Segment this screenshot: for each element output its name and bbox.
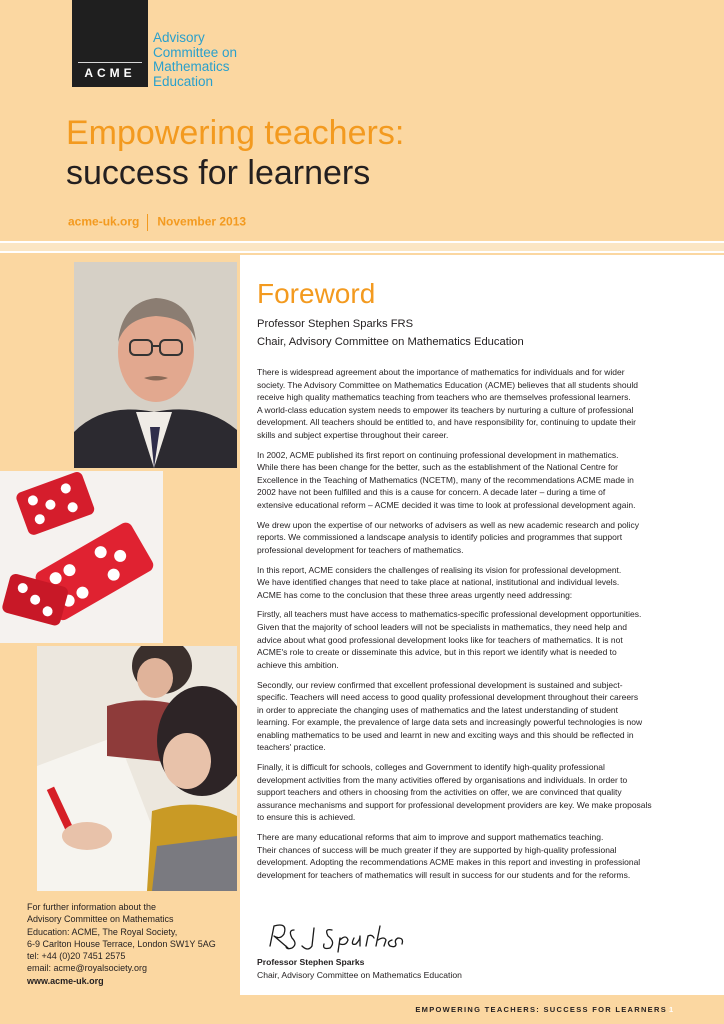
org-name-line: Advisory — [153, 30, 205, 45]
paragraph-line: development for teachers of mathematics will result in success for our students and for the reforms. — [257, 869, 631, 880]
paragraph-line: We have identified changes that need to take place at national, institutional and individual levels. — [257, 577, 620, 588]
dice-photo — [0, 471, 163, 643]
students-illustration — [37, 646, 237, 891]
contact-info — [27, 901, 232, 987]
paragraph-line: development activities from the many activities offered by organisations and individuals. In order to — [257, 774, 628, 785]
foreword-paragraph — [257, 679, 689, 754]
paragraph-line: support teachers and others in choosing from the activities on offer, we are convinced that quality — [257, 787, 622, 798]
author-role: Chair, Advisory Committee on Mathematics Education — [257, 336, 524, 348]
contact-website-link[interactable]: www.acme-uk.org — [27, 975, 104, 986]
foreword-paragraph — [257, 519, 689, 557]
foreword-paragraph — [257, 831, 689, 881]
header-meta — [68, 214, 246, 231]
paragraph-line: ACME's role to create or disseminate this advice, but in this report we identify what is needed to — [257, 647, 617, 658]
paragraph-line: Finally, it is difficult for schools, colleges and Government to identify high-quality professional — [257, 762, 605, 773]
signatory-role: Chair, Advisory Committee on Mathematics Education — [257, 970, 462, 980]
website-link[interactable]: acme-uk.org — [68, 214, 140, 229]
header-divider — [0, 241, 724, 253]
contact-line: Education: ACME, The Royal Society, — [27, 926, 178, 937]
paragraph-line: receive high quality mathematics teaching from teachers who are themselves professional learners. — [257, 392, 631, 403]
paragraph-line: development. All teachers should be entitled to, and have responsibility for, continuing to update their — [257, 417, 636, 428]
paragraph-line: 2002 have not been fulfilled and this is a cause for concern. A decade later – during a time of — [257, 487, 606, 498]
foreword-paragraph — [257, 564, 689, 602]
portrait-illustration — [74, 262, 237, 468]
paragraph-line: reports. We commissioned a landscape analysis to identify policies and programmes that support — [257, 532, 623, 543]
publication-date: November 2013 — [157, 214, 247, 229]
paragraph-line: professional development for teachers of mathematics. — [257, 544, 464, 555]
foreword-paragraph — [257, 608, 689, 671]
color-block — [166, 471, 237, 643]
paragraph-line: skills and subject expertise throughout their career. — [257, 429, 449, 440]
logo-divider — [78, 62, 142, 63]
portrait-photo — [74, 262, 237, 468]
foreword-body — [257, 366, 689, 889]
contact-email[interactable]: email: acme@royalsociety.org — [27, 963, 148, 974]
students-photo — [37, 646, 237, 891]
foreword-paragraph — [257, 761, 689, 824]
acme-logo — [72, 0, 148, 87]
paragraph-line: learning. For example, the prevalence of large data sets and increasingly powerful technologies is now — [257, 717, 643, 728]
paragraph-line: In this report, ACME considers the challenges of realising its vision for professional development. — [257, 564, 622, 575]
paragraph-line: While there has been change for the better, such as the establishment of the National Centre for — [257, 462, 618, 473]
paragraph-line: enabling mathematics to be used and learnt in new and exciting ways and this should be reflected in — [257, 729, 634, 740]
paragraph-line: assurance mechanisms and support for professional development providers are key. We make proposals — [257, 799, 652, 810]
contact-line: Advisory Committee on Mathematics — [27, 914, 174, 925]
page-title-line2: success for learners — [66, 154, 371, 192]
paragraph-line: teachers' practice. — [257, 742, 326, 753]
paragraph-line: in order to appreciate the changing uses of mathematics and the latest understanding of student — [257, 704, 619, 715]
dice-illustration — [0, 471, 163, 643]
paragraph-line: development. Adopting the recommendations ACME makes in this report and investing in professional — [257, 857, 641, 868]
signature-illustration — [262, 918, 427, 954]
paragraph-line: There is widespread agreement about the importance of mathematics for individuals and for wider — [257, 367, 625, 377]
paragraph-line: extensive educational reform – ACME decided it was time to look at professional development again. — [257, 499, 636, 510]
paragraph-line: advice about what good professional development looks like for teachers of mathematics. It is not — [257, 634, 623, 645]
paragraph-line: Given that the majority of school leaders will not be specialists in mathematics, they need help and — [257, 622, 627, 633]
paragraph-line: In 2002, ACME published its first report on continuing professional development in mathematics. — [257, 449, 619, 460]
paragraph-line: Their chances of success will be much greater if they are supported by high-quality professional — [257, 844, 617, 855]
paragraph-line: A world-class education system needs to empower its teachers by nurturing a culture of professional — [257, 404, 634, 415]
org-name-line: Mathematics — [153, 59, 230, 74]
page-title-line1: Empowering teachers: — [66, 114, 405, 152]
logo-text: ACME — [84, 66, 136, 80]
color-block — [0, 646, 37, 891]
paragraph-line: specific. Teachers will need access to good quality professional development throughout their careers — [257, 692, 639, 703]
paragraph-line: Secondly, our review confirmed that excellent professional development is sustained and subject- — [257, 679, 623, 690]
foreword-paragraph — [257, 449, 689, 512]
meta-separator — [147, 214, 148, 231]
signatory-name: Professor Stephen Sparks — [257, 957, 365, 967]
contact-phone: tel: +44 (0)20 7451 2575 — [27, 951, 126, 962]
contact-line: 6-9 Carlton House Terrace, London SW1Y 5AG — [27, 938, 216, 949]
org-name-line: Education — [153, 73, 214, 89]
paragraph-line: to ensure this is achieved. — [257, 812, 356, 823]
paragraph-line: We drew upon the expertise of our networks of advisers as well as new academic research and policy — [257, 519, 640, 530]
paragraph-line: society. The Advisory Committee on Mathematics Education (ACME) believes that all students should — [257, 379, 638, 390]
color-block — [0, 262, 74, 468]
author-name: Professor Stephen Sparks FRS — [257, 318, 414, 330]
contact-line: For further information about the — [27, 902, 157, 912]
org-name — [153, 31, 237, 89]
org-name-line: Committee on — [153, 44, 238, 60]
paragraph-line: Excellence in the Teaching of Mathematics (NCETM), many of the recommendations ACME made in — [257, 474, 634, 485]
foreword-paragraph — [257, 366, 689, 441]
signature — [262, 918, 427, 959]
paragraph-line: There are many educational reforms that aim to improve and support mathematics teaching. — [257, 832, 604, 843]
foreword-heading: Foreword — [257, 278, 376, 309]
running-title: EMPOWERING TEACHERS: SUCCESS FOR LEARNERS — [415, 1005, 667, 1014]
paragraph-line: Firstly, all teachers must have access to mathematics-specific professional development opportunities. — [257, 609, 642, 620]
page-number: 1 — [669, 1005, 674, 1014]
paragraph-line: ACME has come to the conclusion that these three areas urgently need addressing: — [257, 589, 573, 600]
paragraph-line: achieve this ambition. — [257, 659, 339, 670]
